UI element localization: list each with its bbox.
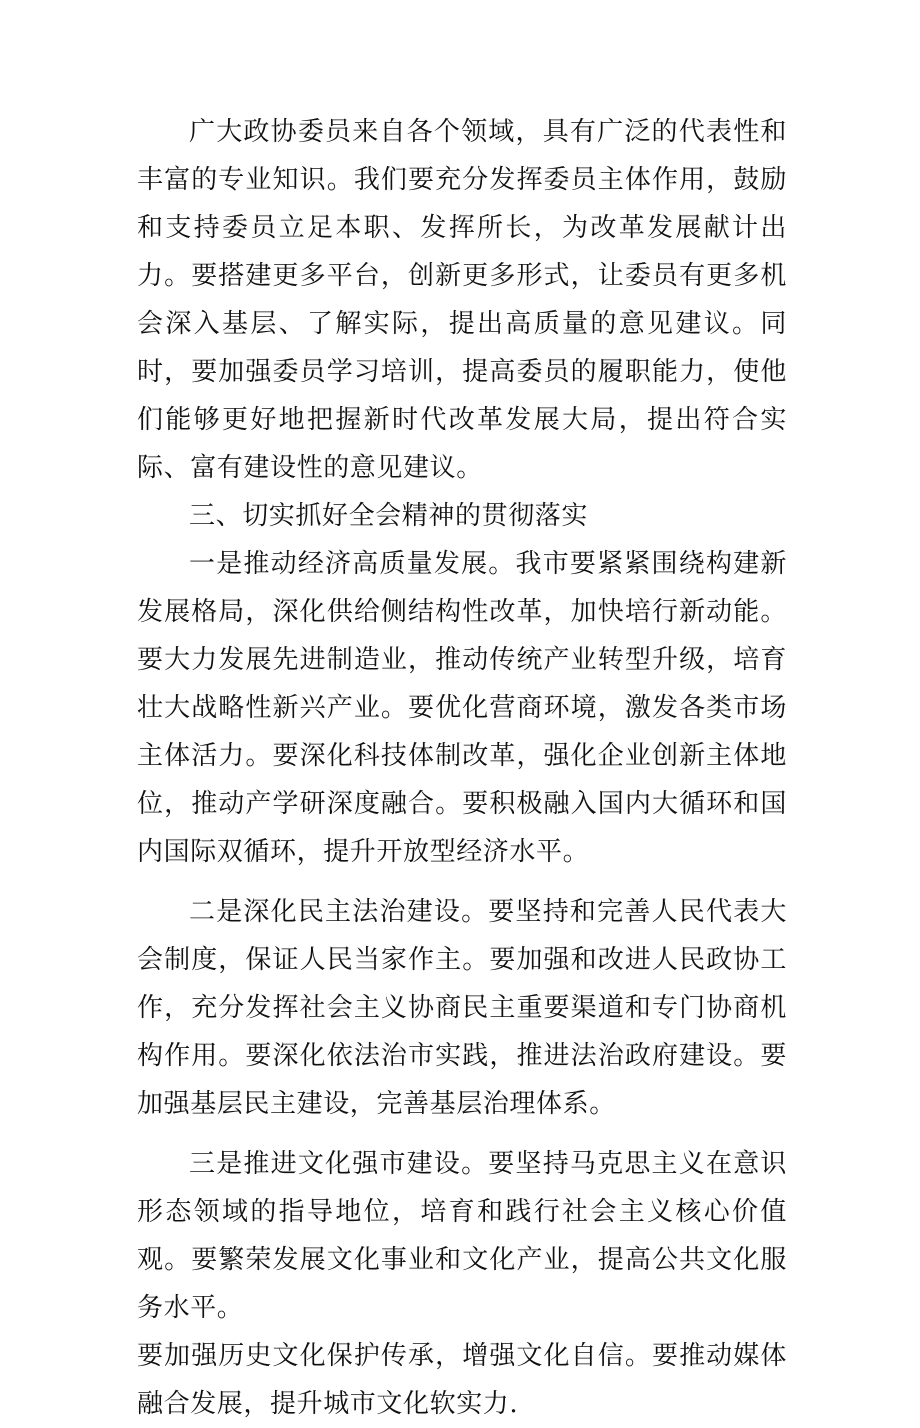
section-heading-three: 三、切实抓好全会精神的贯彻落实 — [189, 501, 589, 531]
document-body — [137, 108, 787, 1428]
paragraph-committee-members: 广大政协委员来自各个领域，具有广泛的代表性和丰富的专业知识。我们要充分发挥委员主体作用，鼓励和支持委员立足本职、发挥所长，为改革发展献计出力。要搭建更多平台，创新更多形式，让委员有更多机会深入基层、了解实际，提出高质量的意见建议。同时，要加强委员学习培训，提高委员的履职能力，使他们能够更好地把握新时代改革发展大局，提出符合实际、富有建设性的意见建议。 — [137, 117, 787, 483]
paragraph-democracy-rule-of-law: 二是深化民主法治建设。要坚持和完善人民代表大会制度，保证人民当家作主。要加强和改进人民政协工作，充分发挥社会主义协商民主重要渠道和专门协商机构作用。要深化依法治市实践，推进法治政府建设。要加强基层民主建设，完善基层治理体系。 — [137, 897, 787, 1119]
paragraph-culture: 三是推进文化强市建设。要坚持马克思主义在意识形态领域的指导地位，培育和践行社会主义核心价值观。要繁荣发展文化事业和文化产业，提高公共文化服务水平。 — [137, 1149, 787, 1323]
paragraph-economy: 一是推动经济高质量发展。我市要紧紧围绕构建新发展格局，深化供给侧结构性改革，加快培行新动能。要大力发展先进制造业，推动传统产业转型升级，培育壮大战略性新兴产业。要优化营商环境，激发各类市场主体活力。要深化科技体制改革，强化企业创新主体地位，推动产学研深度融合。要积极融入国内大循环和国内国际双循环，提升开放型经济水平。 — [137, 549, 787, 867]
paragraph-culture-continued: 要加强历史文化保护传承，增强文化自信。要推动媒体融合发展，提升城市文化软实力. — [137, 1341, 787, 1419]
